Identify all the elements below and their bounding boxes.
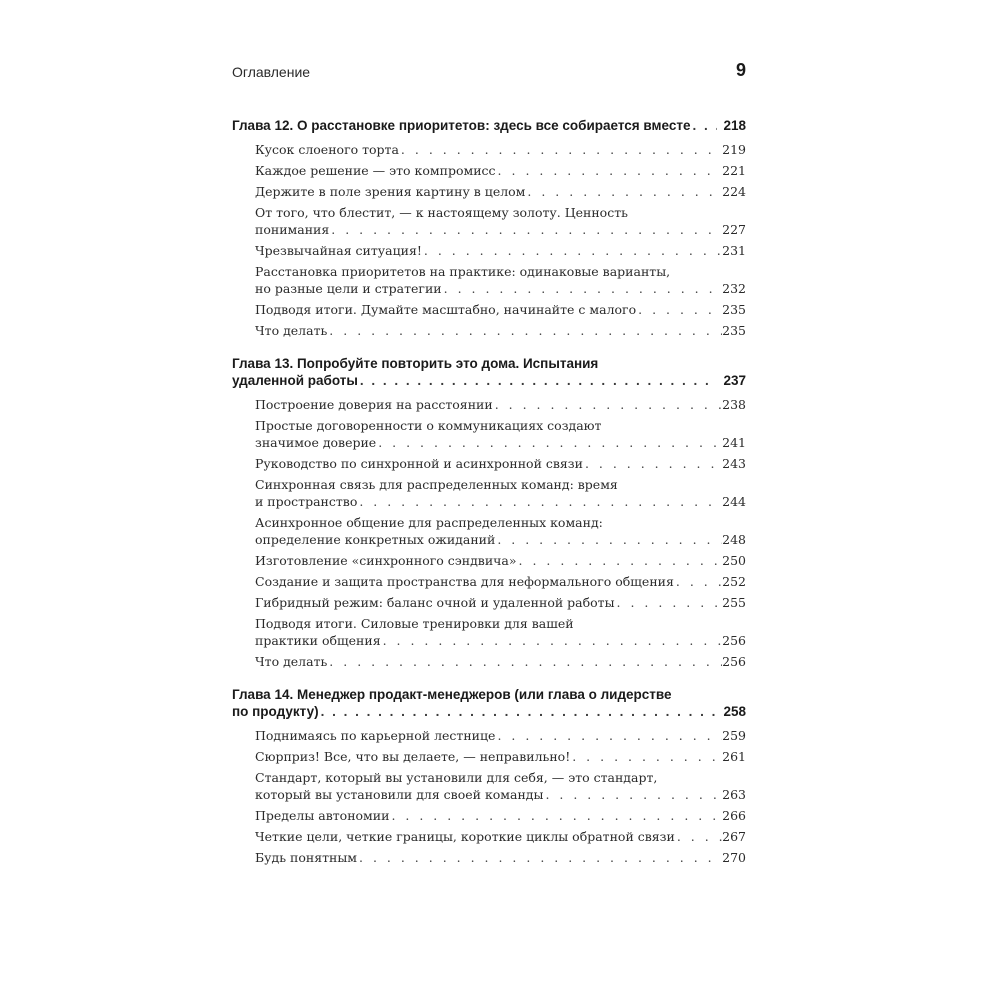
toc-entry[interactable] (232, 183, 746, 200)
entry-line (255, 531, 746, 548)
chapter-heading[interactable] (232, 686, 746, 723)
entry-page: 270 (722, 850, 746, 865)
entry-title: практики общения (255, 633, 381, 648)
toc-entry[interactable] (232, 455, 746, 472)
toc-entry[interactable] (232, 162, 746, 179)
chapter-line (232, 372, 746, 389)
entry-page: 235 (722, 323, 746, 338)
entry-page: 219 (722, 142, 746, 157)
entry-line (255, 828, 746, 845)
entry-line (255, 594, 746, 611)
dot-leader (357, 849, 722, 866)
entry-line (255, 242, 746, 259)
toc-entry[interactable] (232, 396, 746, 413)
toc-entry[interactable] (232, 263, 746, 297)
chapter-title-first-line: Глава 14. Менеджер продакт-менеджеров (или глава о лидерстве (232, 687, 672, 702)
entry-page: 244 (722, 494, 746, 509)
dot-leader (357, 493, 722, 510)
entry-page: 224 (722, 184, 746, 199)
toc-entry[interactable] (232, 807, 746, 824)
entry-title: Что делать (255, 323, 328, 338)
entry-line (255, 632, 746, 649)
entry-page: 263 (722, 787, 746, 802)
running-header (232, 60, 746, 84)
entry-title-first-line: Асинхронное общение для распределенных команд: (255, 515, 603, 530)
entry-page: 256 (722, 654, 746, 669)
entry-page: 255 (722, 595, 746, 610)
toc-entry[interactable] (232, 417, 746, 451)
dot-leader (583, 455, 722, 472)
toc-page (232, 0, 746, 1000)
dot-leader (329, 221, 722, 238)
entry-page: 261 (722, 749, 746, 764)
chapter-section (232, 686, 746, 866)
dot-leader (376, 434, 722, 451)
entry-line (255, 280, 746, 297)
toc-entry[interactable] (232, 204, 746, 238)
page-number: 9 (735, 60, 746, 80)
toc-entry[interactable] (232, 552, 746, 569)
toc-entry[interactable] (232, 242, 746, 259)
entry-title: Четкие цели, четкие границы, короткие циклы обратной связи (255, 829, 675, 844)
entry-title: Сюрприз! Все, что вы делаете, — неправильно! (255, 749, 571, 764)
dot-leader (381, 632, 723, 649)
chapter-line (232, 117, 746, 134)
chapter-line (232, 703, 746, 720)
chapter-page: 218 (723, 118, 746, 133)
entry-line (255, 727, 746, 744)
dot-leader (442, 280, 723, 297)
dot-leader (319, 703, 718, 720)
dot-leader (636, 301, 722, 318)
entry-title: Кусок слоеного торта (255, 142, 399, 157)
entry-title: Будь понятным (255, 850, 358, 865)
toc-entry[interactable] (232, 141, 746, 158)
dot-leader (543, 786, 722, 803)
dot-leader (525, 183, 722, 200)
chapter-section (232, 355, 746, 670)
entry-title: значимое доверие (255, 435, 377, 450)
entry-line (255, 552, 746, 569)
entry-line (255, 162, 746, 179)
entry-line (255, 849, 746, 866)
dot-leader (615, 594, 723, 611)
entry-title: Пределы автономии (255, 808, 390, 823)
entry-page: 252 (722, 574, 746, 589)
entry-line (255, 396, 746, 413)
entry-page: 235 (722, 302, 746, 317)
dot-leader (495, 727, 722, 744)
entry-page: 266 (722, 808, 746, 823)
chapter-section (232, 117, 746, 339)
toc-entry[interactable] (232, 476, 746, 510)
entry-title: определение конкретных ожиданий (255, 532, 496, 547)
chapter-heading[interactable] (232, 355, 746, 392)
entry-line (255, 573, 746, 590)
chapter-title: Глава 12. О расстановке приоритетов: здесь все собирается вместе (232, 118, 691, 133)
toc-entry[interactable] (232, 514, 746, 548)
entry-page: 232 (722, 281, 746, 296)
entry-line (255, 748, 746, 765)
entry-title: который вы установили для своей команды (255, 787, 544, 802)
toc-entry[interactable] (232, 615, 746, 649)
entry-page: 227 (722, 222, 746, 237)
entry-title: Подводя итоги. Думайте масштабно, начинайте с малого (255, 302, 637, 317)
dot-leader (327, 653, 722, 670)
running-title: Оглавление (232, 64, 311, 80)
entry-page: 221 (722, 163, 746, 178)
dot-leader (674, 573, 722, 590)
entry-line (255, 653, 746, 670)
entry-title: Что делать (255, 654, 328, 669)
entry-page: 238 (722, 397, 746, 412)
dot-leader (496, 162, 723, 179)
entry-title: Поднимаясь по карьерной лестнице (255, 728, 496, 743)
dot-leader (358, 372, 718, 389)
entry-page: 248 (722, 532, 746, 547)
entry-page: 243 (722, 456, 746, 471)
chapter-title: удаленной работы (232, 373, 358, 388)
entry-line (255, 786, 746, 803)
entry-line (255, 493, 746, 510)
entry-title: Чрезвычайная ситуация! (255, 243, 422, 258)
toc-entry[interactable] (232, 594, 746, 611)
entry-line (255, 455, 746, 472)
entry-line (255, 221, 746, 238)
entry-title: Гибридный режим: баланс очной и удаленной работы (255, 595, 615, 610)
toc-entry[interactable] (232, 727, 746, 744)
toc-entry[interactable] (232, 828, 746, 845)
chapter-title-first-line: Глава 13. Попробуйте повторить это дома. Испытания (232, 356, 599, 371)
entry-page: 241 (722, 435, 746, 450)
dot-leader (570, 748, 722, 765)
entry-page: 259 (722, 728, 746, 743)
entry-title: Изготовление «синхронного сэндвича» (255, 553, 517, 568)
dot-leader (327, 322, 722, 339)
entry-title: и пространство (255, 494, 358, 509)
toc-entry[interactable] (232, 301, 746, 318)
dot-leader (517, 552, 723, 569)
dot-leader (389, 807, 722, 824)
entry-title-first-line: Простые договоренности о коммуникациях создают (255, 418, 602, 433)
entry-title: Каждое решение — это компромисс (255, 163, 496, 178)
chapter-title: по продукту) (232, 704, 319, 719)
entry-title: Держите в поле зрения картину в целом (255, 184, 526, 199)
entry-title-first-line: Подводя итоги. Силовые тренировки для вашей (255, 616, 574, 631)
entry-line (255, 301, 746, 318)
entry-page: 267 (722, 829, 746, 844)
entry-line (255, 322, 746, 339)
entry-line (255, 807, 746, 824)
entry-line (255, 183, 746, 200)
entry-line (255, 141, 746, 158)
toc-entry[interactable] (232, 849, 746, 866)
dot-leader (422, 242, 722, 259)
toc-entry[interactable] (232, 769, 746, 803)
toc-list (232, 117, 746, 866)
entry-title: Руководство по синхронной и асинхронной связи (255, 456, 583, 471)
entry-page: 250 (722, 553, 746, 568)
entry-title: Построение доверия на расстоянии (255, 397, 493, 412)
entry-title-first-line: Расстановка приоритетов на практике: одинаковые варианты, (255, 264, 671, 279)
entry-page: 256 (722, 633, 746, 648)
dot-leader (675, 828, 722, 845)
dot-leader (493, 396, 722, 413)
entry-title-first-line: Синхронная связь для распределенных команд: время (255, 477, 618, 492)
entry-title: Создание и защита пространства для неформального общения (255, 574, 674, 589)
entry-title: понимания (255, 222, 330, 237)
entry-title-first-line: От того, что блестит, — к настоящему золоту. Ценность (255, 205, 628, 220)
entry-line (255, 434, 746, 451)
toc-entry[interactable] (232, 653, 746, 670)
dot-leader (399, 141, 722, 158)
chapter-heading[interactable] (232, 117, 746, 137)
entry-page: 231 (722, 243, 746, 258)
toc-entry[interactable] (232, 322, 746, 339)
dot-leader (691, 117, 718, 134)
toc-entry[interactable] (232, 573, 746, 590)
toc-entry[interactable] (232, 748, 746, 765)
dot-leader (495, 531, 722, 548)
entry-title: но разные цели и стратегии (255, 281, 442, 296)
chapter-page: 258 (723, 704, 746, 719)
chapter-page: 237 (723, 373, 746, 388)
entry-title-first-line: Стандарт, который вы установили для себя, — это стандарт, (255, 770, 658, 785)
